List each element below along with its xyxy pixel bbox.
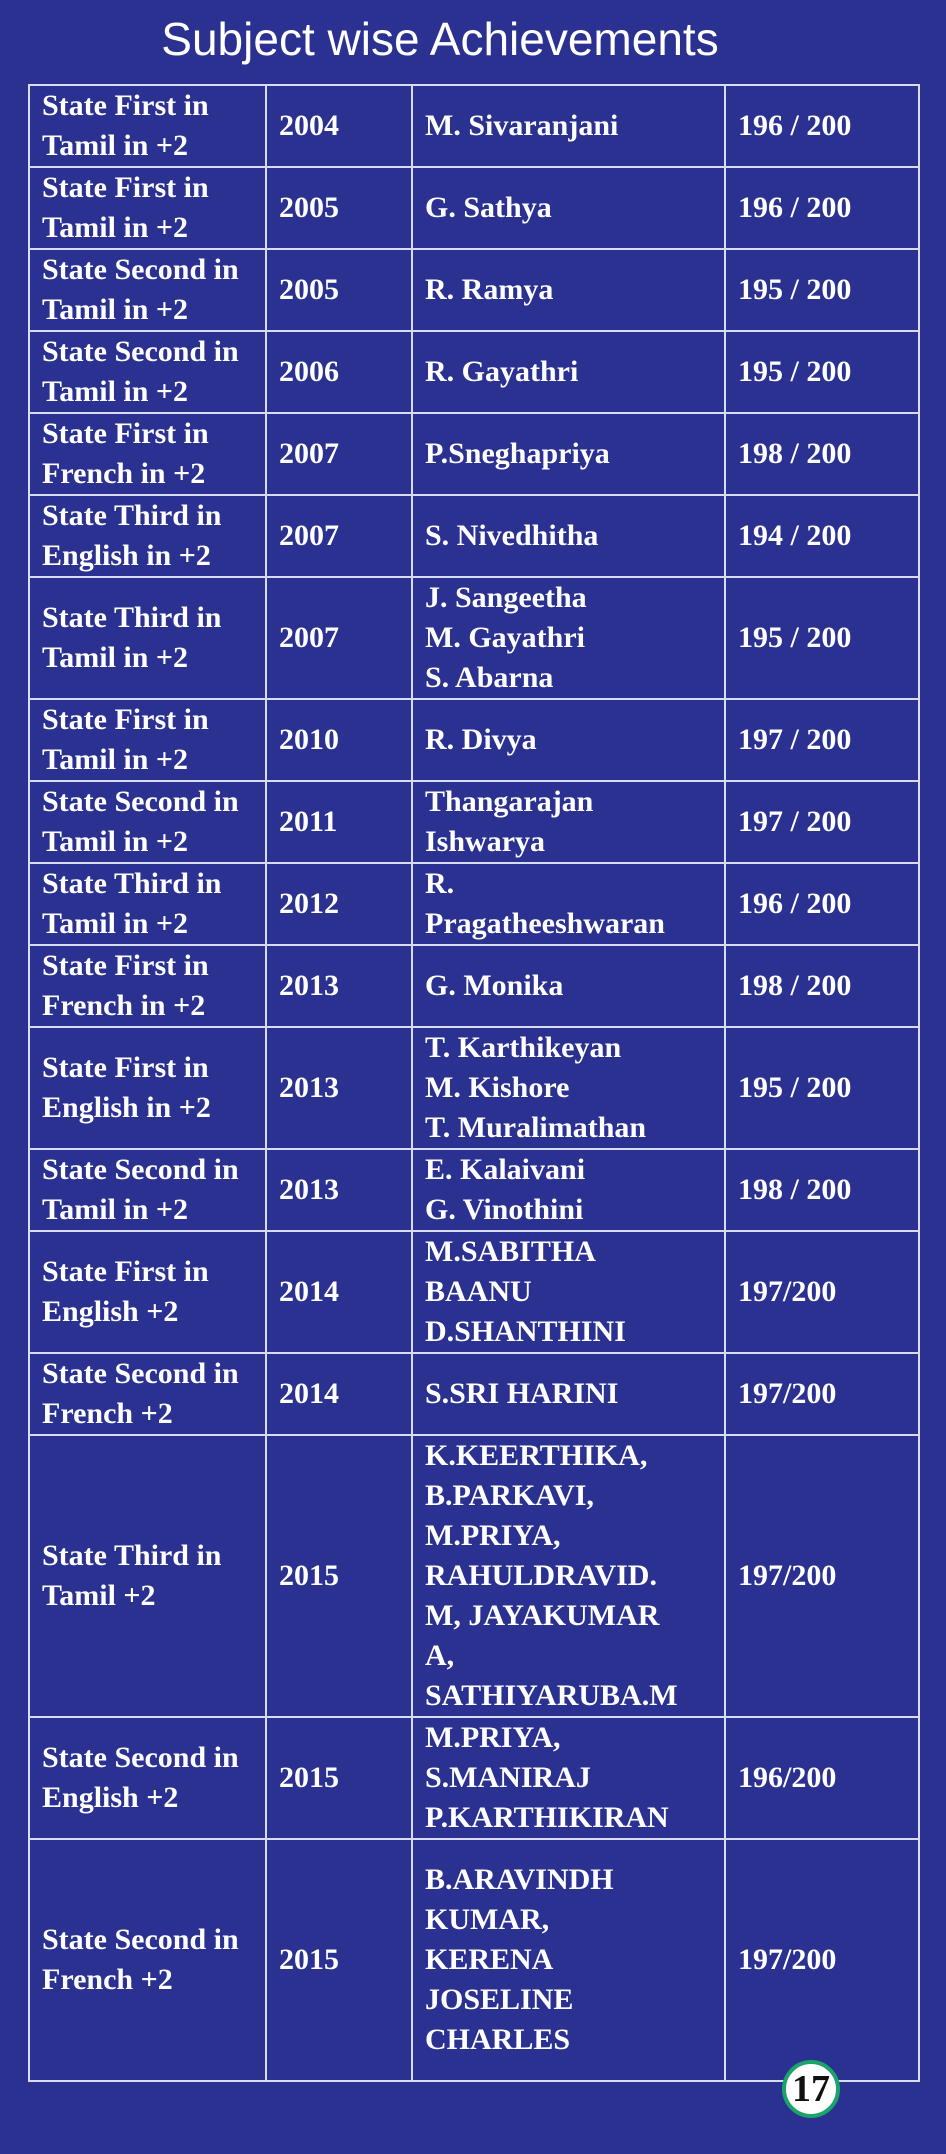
achievement-year: 2010	[266, 699, 412, 781]
category-line: State First in	[42, 1255, 209, 1288]
table-row	[29, 331, 919, 413]
achievement-year: 2012	[266, 863, 412, 945]
achievement-category	[29, 945, 266, 1027]
category-line: State Third in	[42, 867, 222, 900]
student-names	[412, 1231, 725, 1353]
student-names	[412, 495, 725, 577]
student-name: P.KARTHIKIRAN	[425, 1801, 669, 1834]
student-name: Thangarajan	[425, 785, 594, 818]
category-line: Tamil in +2	[42, 825, 189, 858]
student-name: CHARLES	[425, 2023, 571, 2056]
achievement-category	[29, 495, 266, 577]
achievement-category	[29, 85, 266, 167]
achievement-marks: 194 / 200	[725, 495, 919, 577]
category-line: State Second in	[42, 1741, 239, 1774]
table-row	[29, 863, 919, 945]
achievement-category	[29, 781, 266, 863]
category-line: French in +2	[42, 457, 206, 490]
category-line: State Second in	[42, 335, 239, 368]
category-line: Tamil in +2	[42, 1193, 189, 1226]
category-line: State First in	[42, 703, 209, 736]
category-line: State Second in	[42, 1923, 239, 1956]
category-line: State First in	[42, 949, 209, 982]
table-row	[29, 1027, 919, 1149]
student-names	[412, 1353, 725, 1435]
category-line: Tamil in +2	[42, 743, 189, 776]
student-names	[412, 577, 725, 699]
achievement-year: 2005	[266, 249, 412, 331]
student-name: R. Gayathri	[425, 355, 579, 388]
student-names	[412, 413, 725, 495]
student-name: J. Sangeetha	[425, 581, 587, 614]
category-line: Tamil in +2	[42, 641, 189, 674]
table-row	[29, 1435, 919, 1717]
achievement-marks: 197/200	[725, 1231, 919, 1353]
achievement-year: 2013	[266, 1149, 412, 1231]
achievement-category	[29, 1027, 266, 1149]
achievement-year: 2011	[266, 781, 412, 863]
table-row	[29, 1717, 919, 1839]
table-row	[29, 85, 919, 167]
category-line: French +2	[42, 1397, 173, 1430]
student-names	[412, 1027, 725, 1149]
category-line: State Second in	[42, 1153, 239, 1186]
achievement-marks: 195 / 200	[725, 249, 919, 331]
achievement-category	[29, 1353, 266, 1435]
student-name: K.KEERTHIKA,	[425, 1439, 648, 1472]
achievement-marks: 197/200	[725, 1435, 919, 1717]
achievement-marks: 197/200	[725, 1839, 919, 2081]
student-name: Ishwarya	[425, 825, 546, 858]
achievement-year: 2007	[266, 413, 412, 495]
student-name: T. Muralimathan	[425, 1111, 647, 1144]
student-name: R.	[425, 867, 455, 900]
achievement-marks: 197 / 200	[725, 699, 919, 781]
achievement-category	[29, 1149, 266, 1231]
category-line: State Second in	[42, 785, 239, 818]
achievement-year: 2015	[266, 1839, 412, 2081]
student-name: S. Abarna	[425, 661, 554, 694]
achievements-table-body	[29, 85, 919, 2081]
student-names	[412, 781, 725, 863]
table-row	[29, 495, 919, 577]
category-line: State Third in	[42, 601, 222, 634]
category-line: English +2	[42, 1295, 179, 1328]
category-line: English in +2	[42, 539, 211, 572]
student-names	[412, 331, 725, 413]
achievement-category	[29, 1435, 266, 1717]
achievement-category	[29, 699, 266, 781]
category-line: Tamil in +2	[42, 293, 189, 326]
achievement-category	[29, 249, 266, 331]
achievement-year: 2014	[266, 1231, 412, 1353]
table-row	[29, 413, 919, 495]
student-name: JOSELINE	[425, 1983, 574, 2016]
student-name: M. Kishore	[425, 1071, 570, 1104]
student-name: G. Sathya	[425, 191, 552, 224]
student-names	[412, 699, 725, 781]
category-line: Tamil in +2	[42, 907, 189, 940]
achievement-category	[29, 863, 266, 945]
student-names	[412, 249, 725, 331]
student-name: B.PARKAVI,	[425, 1479, 594, 1512]
student-name: M, JAYAKUMAR	[425, 1599, 660, 1632]
student-names	[412, 945, 725, 1027]
student-name: R. Divya	[425, 723, 537, 756]
achievement-marks: 195 / 200	[725, 1027, 919, 1149]
table-row	[29, 781, 919, 863]
student-names	[412, 1839, 725, 2081]
student-name: S.SRI HARINI	[425, 1377, 619, 1410]
student-name: RAHULDRAVID.	[425, 1559, 657, 1592]
student-names	[412, 1149, 725, 1231]
table-row	[29, 1149, 919, 1231]
student-name: E. Kalaivani	[425, 1153, 586, 1186]
achievement-marks: 196 / 200	[725, 863, 919, 945]
category-line: State Second in	[42, 1357, 239, 1390]
achievement-year: 2013	[266, 945, 412, 1027]
student-name: S. Nivedhitha	[425, 519, 599, 552]
achievement-year: 2014	[266, 1353, 412, 1435]
student-names	[412, 85, 725, 167]
achievement-category	[29, 1839, 266, 2081]
student-name: R. Ramya	[425, 273, 554, 306]
student-name: P.Sneghapriya	[425, 437, 610, 470]
achievement-marks: 198 / 200	[725, 1149, 919, 1231]
category-line: State First in	[42, 89, 209, 122]
student-names	[412, 863, 725, 945]
achievement-marks: 198 / 200	[725, 413, 919, 495]
category-line: State Third in	[42, 1539, 222, 1572]
table-row	[29, 249, 919, 331]
category-line: State First in	[42, 1051, 209, 1084]
category-line: State Third in	[42, 499, 222, 532]
student-name: D.SHANTHINI	[425, 1315, 626, 1348]
student-names	[412, 1435, 725, 1717]
page-number-badge: 17	[782, 2060, 840, 2118]
student-name: G. Monika	[425, 969, 564, 1002]
table-row	[29, 167, 919, 249]
category-line: Tamil in +2	[42, 129, 189, 162]
category-line: State First in	[42, 171, 209, 204]
achievement-year: 2013	[266, 1027, 412, 1149]
achievement-marks: 196/200	[725, 1717, 919, 1839]
category-line: French +2	[42, 1963, 173, 1996]
table-row	[29, 1353, 919, 1435]
student-name: KUMAR,	[425, 1903, 550, 1936]
achievements-table	[28, 84, 920, 2082]
achievement-marks: 196 / 200	[725, 85, 919, 167]
student-name: M.PRIYA,	[425, 1519, 561, 1552]
achievement-marks: 195 / 200	[725, 577, 919, 699]
student-name: M.SABITHA	[425, 1235, 596, 1268]
student-name: Pragatheeshwaran	[425, 907, 665, 940]
table-row	[29, 699, 919, 781]
table-row	[29, 577, 919, 699]
achievement-category	[29, 413, 266, 495]
achievement-year: 2015	[266, 1717, 412, 1839]
achievement-category	[29, 167, 266, 249]
achievement-category	[29, 1231, 266, 1353]
page-title: Subject wise Achievements	[161, 13, 719, 65]
achievement-year: 2004	[266, 85, 412, 167]
achievement-category	[29, 1717, 266, 1839]
student-name: M. Sivaranjani	[425, 109, 619, 142]
student-name: M.PRIYA,	[425, 1721, 561, 1754]
achievement-marks: 197 / 200	[725, 781, 919, 863]
student-name: SATHIYARUBA.M	[425, 1679, 678, 1712]
achievement-year: 2006	[266, 331, 412, 413]
student-name: G. Vinothini	[425, 1193, 584, 1226]
student-name: S.MANIRAJ	[425, 1761, 591, 1794]
student-names	[412, 1717, 725, 1839]
achievement-year: 2007	[266, 495, 412, 577]
student-name: KERENA	[425, 1943, 554, 1976]
category-line: Tamil in +2	[42, 211, 189, 244]
category-line: English in +2	[42, 1091, 211, 1124]
achievement-marks: 197/200	[725, 1353, 919, 1435]
achievement-marks: 196 / 200	[725, 167, 919, 249]
student-name: B.ARAVINDH	[425, 1863, 614, 1896]
student-name: M. Gayathri	[425, 621, 585, 654]
achievement-year: 2005	[266, 167, 412, 249]
achievement-marks: 195 / 200	[725, 331, 919, 413]
category-line: Tamil in +2	[42, 375, 189, 408]
achievement-year: 2007	[266, 577, 412, 699]
table-row	[29, 1839, 919, 2081]
student-names	[412, 167, 725, 249]
category-line: State First in	[42, 417, 209, 450]
category-line: English +2	[42, 1781, 179, 1814]
achievement-marks: 198 / 200	[725, 945, 919, 1027]
category-line: French in +2	[42, 989, 206, 1022]
achievement-category	[29, 577, 266, 699]
achievement-category	[29, 331, 266, 413]
table-row	[29, 1231, 919, 1353]
category-line: State Second in	[42, 253, 239, 286]
student-name: BAANU	[425, 1275, 532, 1308]
category-line: Tamil +2	[42, 1579, 156, 1612]
table-row	[29, 945, 919, 1027]
student-name: T. Karthikeyan	[425, 1031, 622, 1064]
student-name: A,	[425, 1639, 455, 1672]
achievement-year: 2015	[266, 1435, 412, 1717]
